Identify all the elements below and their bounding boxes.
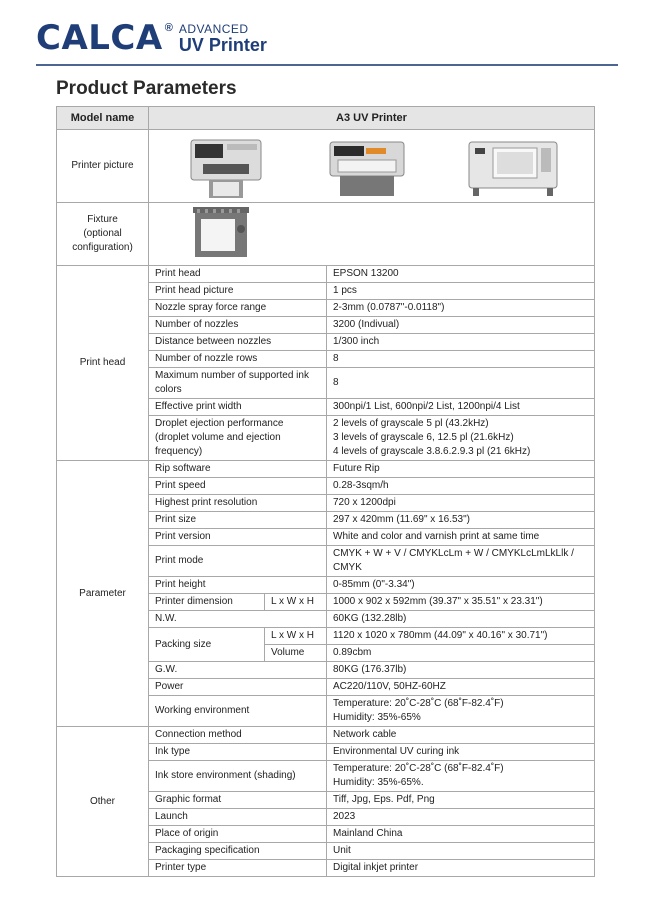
page-title: Product Parameters (56, 78, 237, 99)
param-value: 0.28-3sqm/h (327, 478, 595, 495)
param-label: Printer type (149, 860, 327, 877)
param-label: Print version (149, 529, 327, 546)
param-value: Network cable (327, 727, 595, 744)
param-value: EPSON 13200 (327, 266, 595, 283)
param-label: Connection method (149, 727, 327, 744)
param-sublabel: L x W x H (265, 594, 327, 611)
param-value: 3200 (Indivual) (327, 317, 595, 334)
param-label: Rip software (149, 461, 327, 478)
param-value: 1 pcs (327, 283, 595, 300)
category-cell: Other (57, 727, 149, 877)
param-value: White and color and varnish print at same time (327, 529, 595, 546)
brand-subtitle-line1: ADVANCED (178, 22, 249, 36)
table-row (57, 461, 595, 478)
param-value: 2-3mm (0.0787"-0.0118") (327, 300, 595, 317)
param-value: 300npi/1 List, 600npi/2 List, 1200npi/4 List (327, 399, 595, 416)
parameters-table (56, 106, 595, 877)
param-label: Highest print resolution (149, 495, 327, 512)
brand-subtitle-line2: UV Printer (178, 35, 267, 55)
param-label: Maximum number of supported ink colors (149, 368, 327, 399)
param-label: Number of nozzle rows (149, 351, 327, 368)
param-value: Temperature: 20˚C-28˚C (68˚F-82.4˚F) Humidity: 35%-65% (327, 696, 595, 727)
printer-pictures (149, 130, 595, 203)
fixture-picture-cell (149, 203, 595, 266)
param-label: Number of nozzles (149, 317, 327, 334)
param-label: Packaging specification (149, 843, 327, 860)
category-cell: Print head (57, 266, 149, 461)
fixture-image (191, 205, 251, 263)
param-value: Temperature: 20˚C-28˚C (68˚F-82.4˚F) Humidity: 35%-65%. (327, 761, 595, 792)
param-label: Place of origin (149, 826, 327, 843)
param-label: Print head (149, 266, 327, 283)
param-value: Unit (327, 843, 595, 860)
param-value: Digital inkjet printer (327, 860, 595, 877)
param-value: 8 (327, 368, 595, 399)
param-label: Printer dimension (149, 594, 265, 611)
header-model-value: A3 UV Printer (149, 107, 595, 130)
param-value: 2 levels of grayscale 5 pl (43.2kHz) 3 levels of grayscale 6, 12.5 pl (21.6kHz) 4 levels of grayscale 3.8.6.2.9.3 pl (21 6kHz) (327, 416, 595, 461)
param-label: Print mode (149, 546, 327, 577)
param-label: Ink type (149, 744, 327, 761)
printer-front-image (181, 134, 271, 198)
param-label: Launch (149, 809, 327, 826)
param-label: Print speed (149, 478, 327, 495)
param-label: Distance between nozzles (149, 334, 327, 351)
fixture-label: Fixture (optional configuration) (57, 203, 149, 266)
table-header-row (57, 107, 595, 130)
param-label: Print size (149, 512, 327, 529)
param-sublabel: L x W x H (265, 628, 327, 645)
param-label: Packing size (149, 628, 265, 662)
param-value: 0.89cbm (327, 645, 595, 662)
param-value: CMYK + W + V / CMYKLcLm + W / CMYKLcLmLkLlk / CMYK (327, 546, 595, 577)
param-label: G.W. (149, 662, 327, 679)
param-label: Working environment (149, 696, 327, 727)
brand-logo-text: CALCA (36, 18, 163, 58)
table-row (57, 266, 595, 283)
param-label: N.W. (149, 611, 327, 628)
header-model-name: Model name (57, 107, 149, 130)
param-value: 2023 (327, 809, 595, 826)
printer-picture-row (57, 130, 595, 203)
table-row (57, 727, 595, 744)
printer-back-image (463, 134, 563, 198)
registered-mark: ® (164, 22, 173, 34)
param-value: 720 x 1200dpi (327, 495, 595, 512)
category-cell: Parameter (57, 461, 149, 727)
fixture-row (57, 203, 595, 266)
parameters-body (57, 266, 595, 877)
param-label: Print height (149, 577, 327, 594)
param-value: 0-85mm (0"-3.34") (327, 577, 595, 594)
param-label: Print head picture (149, 283, 327, 300)
param-label: Graphic format (149, 792, 327, 809)
param-value: Environmental UV curing ink (327, 744, 595, 761)
param-value: 1/300 inch (327, 334, 595, 351)
param-value: 1000 x 902 x 592mm (39.37" x 35.51" x 23.31") (327, 594, 595, 611)
param-value: Mainland China (327, 826, 595, 843)
param-label: Power (149, 679, 327, 696)
printer-angle-image (322, 134, 412, 198)
param-value: Tiff, Jpg, Eps. Pdf, Png (327, 792, 595, 809)
header-divider (36, 64, 618, 66)
param-value: AC220/110V, 50HZ-60HZ (327, 679, 595, 696)
param-value: 1120 x 1020 x 780mm (44.09" x 40.16" x 30.71") (327, 628, 595, 645)
param-label: Droplet ejection performance (droplet volume and ejection frequency) (149, 416, 327, 461)
param-value: Future Rip (327, 461, 595, 478)
brand-subtitle (179, 23, 267, 54)
param-label: Effective print width (149, 399, 327, 416)
param-label: Nozzle spray force range (149, 300, 327, 317)
param-value: 80KG (176.37lb) (327, 662, 595, 679)
brand-header (36, 18, 267, 58)
param-value: 60KG (132.28lb) (327, 611, 595, 628)
param-value: 297 x 420mm (11.69" x 16.53") (327, 512, 595, 529)
param-sublabel: Volume (265, 645, 327, 662)
printer-picture-label: Printer picture (57, 130, 149, 203)
param-value: 8 (327, 351, 595, 368)
param-label: Ink store environment (shading) (149, 761, 327, 792)
